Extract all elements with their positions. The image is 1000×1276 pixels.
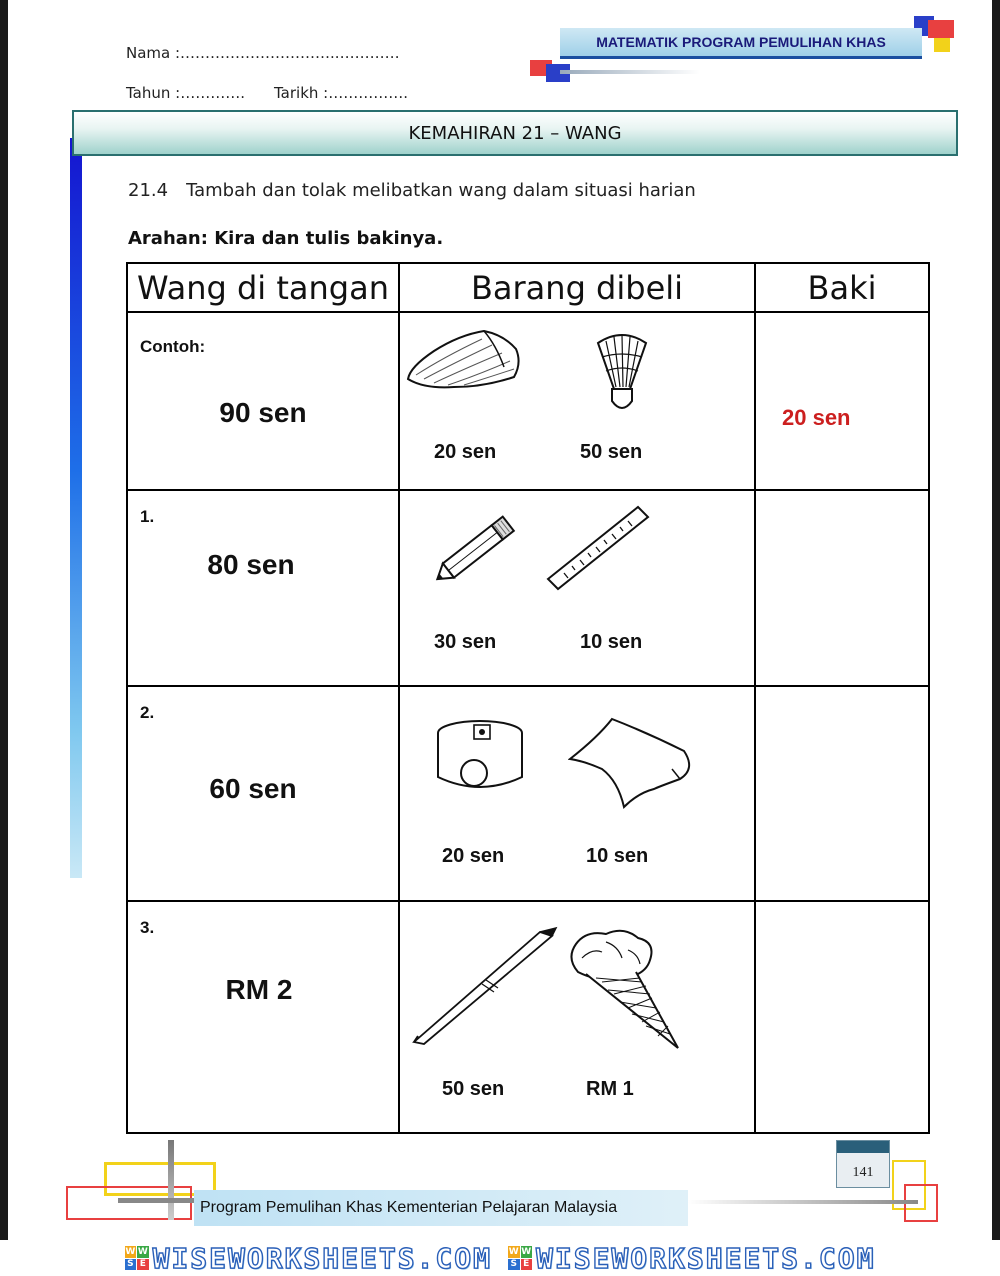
worksheet-table	[126, 262, 930, 1134]
nama-field: Nama :…………………………..…………	[126, 44, 400, 62]
items-cell	[399, 490, 755, 686]
baki-cell[interactable]	[755, 490, 929, 686]
decor-line	[560, 70, 700, 74]
items-cell	[399, 686, 755, 901]
money-amount: 80 sen	[207, 549, 295, 580]
header-baki: Baki	[755, 263, 929, 312]
item-price: 30 sen	[434, 631, 497, 653]
row-label: 2.	[140, 703, 155, 722]
money-cell	[127, 901, 399, 1133]
money-cell	[127, 312, 399, 490]
item-price: RM 1	[586, 1078, 634, 1100]
instruction: Arahan: Kira dan tulis bakinya.	[128, 228, 444, 249]
logo-letter: W	[137, 1246, 148, 1257]
money-cell	[127, 490, 399, 686]
money-amount: 60 sen	[209, 773, 297, 804]
decor-line	[118, 1198, 198, 1203]
watermark-text: WISEWORKSHEETS.COM	[536, 1241, 876, 1275]
watermark-brand	[125, 1242, 492, 1275]
row-label: Contoh:	[140, 337, 206, 356]
item-price: 50 sen	[442, 1078, 505, 1100]
tahun-field: Tahun :………….	[126, 84, 245, 102]
row-label: 3.	[140, 918, 155, 937]
logo-letter: S	[508, 1259, 520, 1271]
watermark-bar	[0, 1240, 1000, 1276]
decor-line	[168, 1140, 174, 1220]
logo-letter: E	[521, 1259, 533, 1271]
logo-letter: E	[137, 1259, 149, 1271]
item-price: 10 sen	[580, 631, 643, 653]
table-row	[127, 686, 929, 901]
header-wang: Wang di tangan	[127, 263, 399, 312]
worksheet-page	[8, 0, 992, 1240]
tissue-pack-icon	[404, 327, 524, 393]
baki-cell[interactable]	[755, 686, 929, 901]
subtitle-text: Tambah dan tolak melibatkan wang dalam situasi harian	[186, 180, 696, 201]
logo-letter: S	[125, 1259, 137, 1271]
table-row	[127, 490, 929, 686]
item-price: 10 sen	[586, 845, 649, 867]
watermark-text: WISEWORKSHEETS.COM	[152, 1241, 492, 1275]
shuttlecock-icon	[592, 329, 652, 419]
answer-example: 20 sen	[782, 405, 851, 430]
decor-square	[934, 38, 950, 52]
tarikh-field: Tarikh :…………….	[274, 84, 408, 102]
ruler-icon	[544, 503, 652, 595]
footer-text: Program Pemulihan Khas Kementerian Pelajaran Malaysia	[194, 1190, 688, 1226]
header-barang: Barang dibeli	[399, 263, 755, 312]
page-number: 141	[836, 1140, 890, 1188]
items-cell	[399, 901, 755, 1133]
watermark-brand	[508, 1242, 875, 1275]
money-amount: 90 sen	[219, 397, 307, 428]
baki-cell[interactable]	[755, 901, 929, 1133]
ice-cream-icon	[566, 928, 684, 1052]
items-cell	[399, 312, 755, 490]
subtitle-number: 21.4	[128, 180, 169, 201]
item-price: 50 sen	[580, 441, 643, 463]
money-amount: RM 2	[225, 974, 293, 1005]
program-banner: MATEMATIK PROGRAM PEMULIHAN KHAS	[560, 28, 922, 59]
table-header-row	[127, 263, 929, 312]
table-row	[127, 312, 929, 490]
sharpener-icon	[434, 717, 526, 799]
decor-square	[928, 20, 954, 38]
pen-icon	[412, 926, 558, 1046]
logo-letter: W	[521, 1246, 532, 1257]
paper-sheet-icon	[568, 717, 696, 809]
logo-letter: W	[125, 1246, 136, 1257]
wiseworksheets-logo-icon	[125, 1246, 149, 1270]
sidebar-gradient	[70, 138, 82, 878]
wiseworksheets-logo-icon	[508, 1246, 532, 1270]
row-label: 1.	[140, 507, 155, 526]
subtitle	[128, 180, 696, 201]
table-row	[127, 901, 929, 1133]
baki-cell[interactable]	[755, 312, 929, 490]
pencil-icon	[428, 511, 522, 591]
item-price: 20 sen	[442, 845, 505, 867]
decor-line	[688, 1200, 918, 1204]
page-title: KEMAHIRAN 21 – WANG	[72, 110, 958, 156]
logo-letter: W	[508, 1246, 519, 1257]
item-price: 20 sen	[434, 441, 497, 463]
money-cell	[127, 686, 399, 901]
